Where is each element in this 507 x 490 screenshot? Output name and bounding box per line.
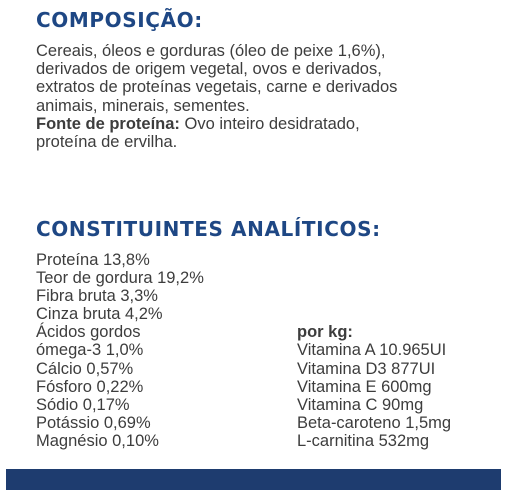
analytical-item: Fósforo 0,22% [36,377,144,396]
footer-band [6,469,501,490]
vitamin-item: Beta-caroteno 1,5mg [297,413,452,432]
per-kg-heading: por kg: [297,323,353,342]
analytical-item: Magnésio 0,10% [36,431,159,450]
composicao-line: extratos de proteínas vegetais, carne e derivados [36,78,398,97]
vitamin-item: Vitamina D3 877UI [297,359,436,378]
vitamin-item: L-carnitina 532mg [297,431,430,450]
vitamin-item: Vitamina E 600mg [297,377,432,396]
analytical-item: Potássio 0,69% [36,413,151,432]
composicao-line: animais, minerais, sementes. [36,96,250,115]
composicao-heading: COMPOSIÇÃO: [36,8,203,32]
protein-source-text: Ovo inteiro desidratado, [179,114,360,133]
analytical-item: Sódio 0,17% [36,395,130,414]
vitamin-item: Vitamina A 10.965UI [297,341,447,360]
analytical-item: Cálcio 0,57% [36,359,134,378]
analytical-item: ómega-3 1,0% [36,341,144,360]
composicao-text [36,42,498,151]
protein-source-label: Fonte de proteína: [36,114,180,133]
analytical-list [36,251,204,450]
analytical-item: Teor de gordura 19,2% [36,269,204,288]
protein-source-line [36,115,498,133]
protein-source-line-2: proteína de ervilha. [36,133,178,152]
vitamin-item: Vitamina C 90mg [297,395,424,414]
analytical-item: Fibra bruta 3,3% [36,287,158,306]
per-kg-list [297,323,451,450]
analytical-item: Ácidos gordos [36,323,141,342]
composicao-line: derivados de origem vegetal, ovos e derivados, [36,60,382,79]
constituintes-heading: CONSTITUINTES ANALÍTICOS: [36,217,381,241]
analytical-item: Proteína 13,8% [36,251,150,269]
analytical-item: Cinza bruta 4,2% [36,305,163,324]
composicao-line: Cereais, óleos e gorduras (óleo de peixe 1,6%), [36,42,386,60]
